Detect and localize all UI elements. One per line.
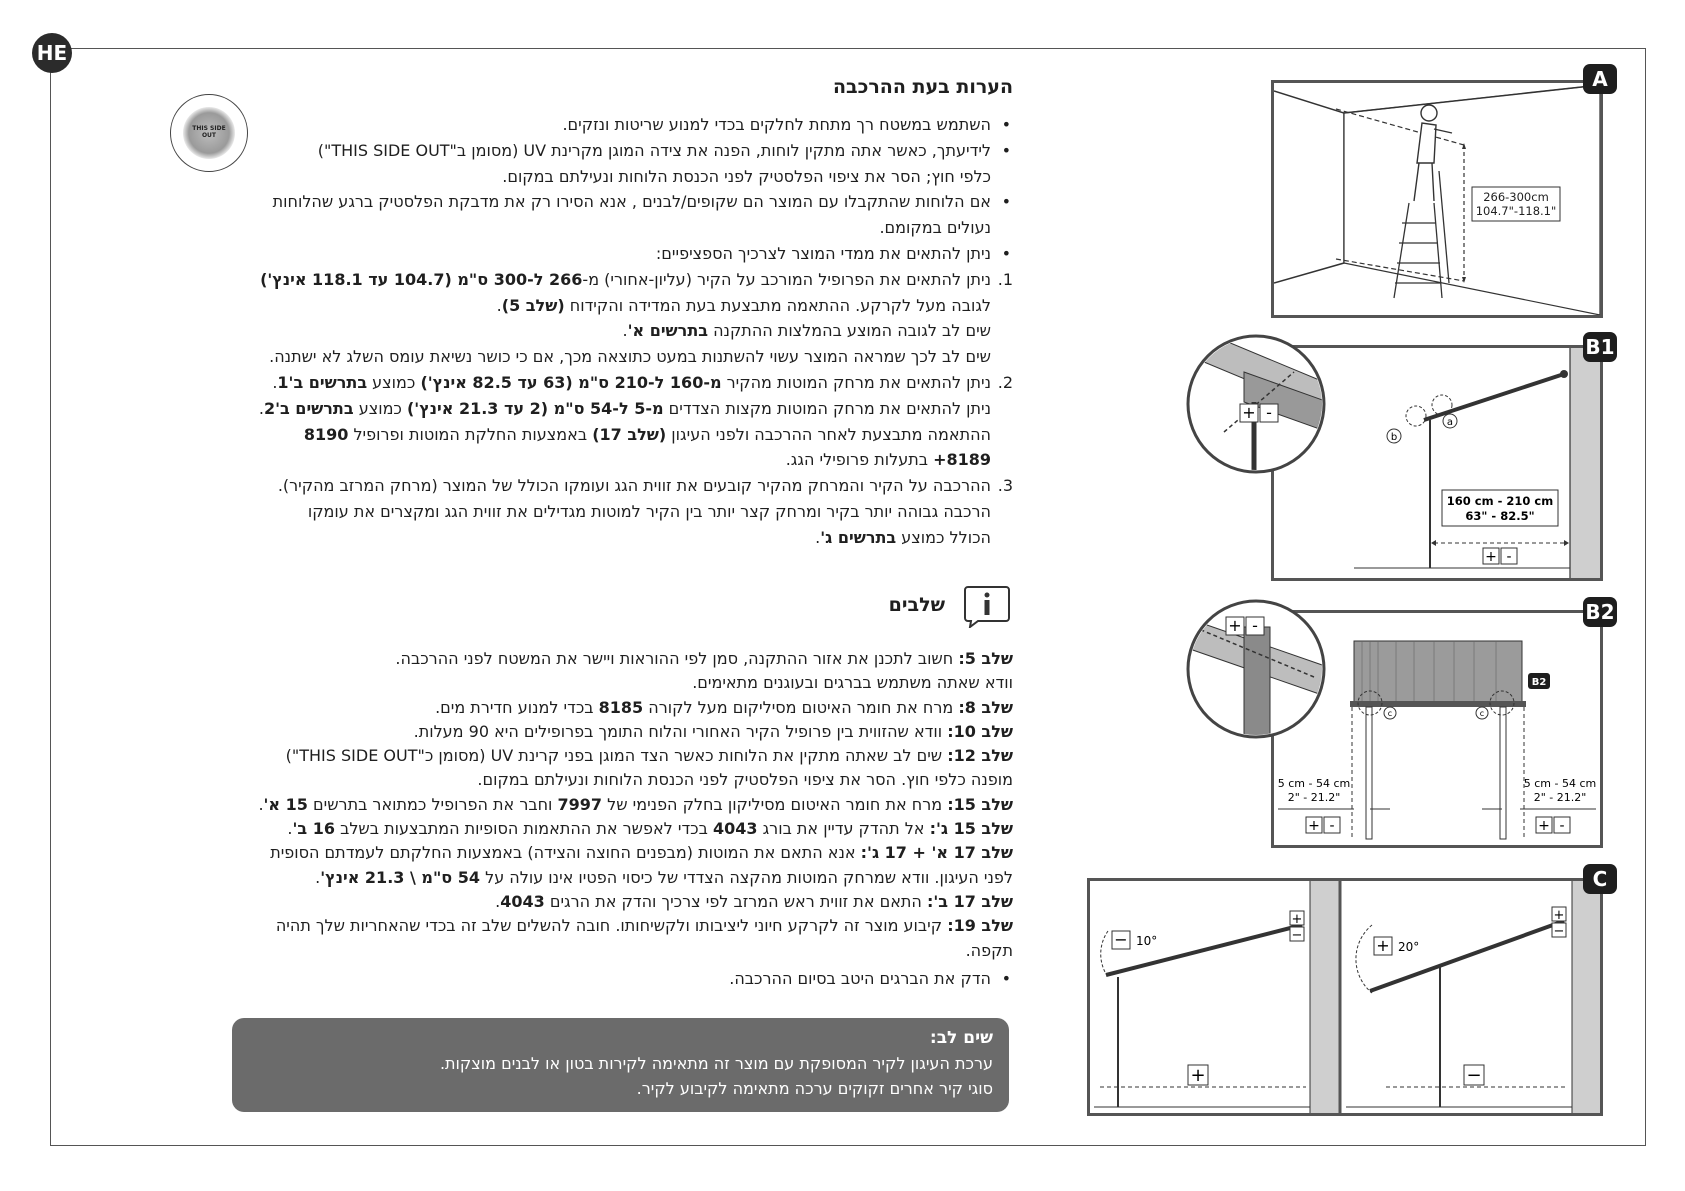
step-final-bullet: • הדק את הברגים היטב בסיום ההרכבה. [153,967,1013,991]
right-plus-small-icon: + [1553,908,1565,923]
step-line: תקפה. [965,940,1013,960]
info-icon [962,584,1012,628]
left-plus-icon: + [1291,912,1303,927]
dim-right-metric: 5 cm - 54 cm [1523,777,1597,790]
dim-height-metric: 266-300cm [1483,190,1549,204]
step-line: שלב 12: שים לב שאתה מתקין את הלוחות כאשר הצד המוגן בפני קרינת UV (מסומן כ"THIS SIDE OUT") [285,746,1013,766]
right-minus-icon: - [1559,818,1565,834]
steps-list [153,647,1013,991]
step-line: שלב 15 ג': אל תהדק עדיין את בורג 4043 בכדי לאפשר את ההתאמות הסופיות המתבצעות בשלב 16 ב'. [287,819,1013,839]
figure-b2-label: B2 [1583,597,1617,627]
mark-b: b [1390,432,1398,443]
zoom-plus-icon: + [1228,616,1242,635]
callout-title: שים לב: [929,1028,993,1048]
step-line: שלב 10: וודא שהזווית בין פרופיל הקיר האחורי והלוח התומך בפרופילים היא 90 מעלות. [413,721,1013,741]
note-item: נעולים במקומם. [879,218,991,238]
note-line: 8189+ בתעלות פרופילי הגג. [785,450,991,470]
right-plus-icon: + [1538,818,1550,834]
assembly-notes-list [173,112,1013,551]
angle-left: 10° [1136,934,1158,948]
note-line: הרכבה גבוהה יותר בקיר ומרחק קצר יותר בין הקיר למוטות מגדילים את זווית הגג ומקצרים את עומקו [307,501,991,521]
dim-left-metric: 5 cm - 54 cm [1277,777,1351,790]
numbered-note-1: 1. ניתן להתאים את הפרופיל המורכב על הקיר (עליון-אחורי) מ-266 ל-300 ס"מ (104.7 עד 118.1 אינץ') [260,269,1013,289]
note-item: • לידיעתך, כאשר אתה מתקין לוחות, הפנה את צידה המוגן מקרינת UV (מסומן ב"THIS SIDE OUT") [173,138,1013,164]
note-item: • ניתן להתאים את ממדי המוצר לצרכיך הספציפיים: [173,241,1013,267]
inner-b2-label: B2 [1531,677,1547,688]
figure-c-panel [1087,878,1603,1116]
zoom-plus-icon: + [1242,403,1256,422]
step-line: מופנה כלפי חוץ. הסר את ציפוי הפלסטיק לפני הכנסת הלוחות ונעילתם במקום. [477,770,1013,790]
depth-minus-icon: − [1466,1065,1482,1086]
step-line: שלב 15: מרח את חומר האיטום מסיליקון בחלק הפנימי של 7997 וחבר את הפרופיל כמתואר בתרשים 15 א'. [258,794,1013,814]
dim-height-imperial: 104.7"-118.1" [1475,204,1557,218]
left-plus-icon: + [1308,818,1320,834]
dim-right-imperial: 2" - 21.2" [1533,791,1587,804]
dim-left-imperial: 2" - 21.2" [1287,791,1341,804]
dim-distance-metric: 160 cm - 210 cm [1446,494,1554,508]
figure-a-panel [1271,80,1603,318]
left-minus-icon: - [1329,818,1335,834]
figure-c-drawing [1090,881,1600,1113]
mark-a: a [1446,417,1454,428]
anchoring-note-callout [232,1018,1009,1112]
steps-title: שלבים [888,594,945,616]
step-line: שלב 17 א' + 17 ג': אנא התאם את המוטות (מבפנים החוצה והצידה) באמצעות החלקתם לעמדתם הסופית [270,843,1013,863]
minus-icon: - [1506,549,1512,565]
figure-a-label: A [1583,64,1617,94]
note-line: לגובה מעל לקרקע. ההתאמה מתבצעת בעת המדידה והקידוח (שלב 5). [496,295,991,315]
step-line: שלב 5: חשוב לתכנן את אזור ההתקנה, סמן לפי ההוראות ויישר את המשטח לפני ההרכבה. [395,649,1013,668]
figure-c-label: C [1583,864,1617,894]
note-item: • השתמש במשטח רך מתחת לחלקים בכדי למנוע שריטות ונזקים. [173,112,1013,138]
depth-plus-icon: + [1190,1065,1206,1086]
step-line: שלב 17 ב': התאם את זווית ראש המרזב לפי צרכיך והדק את הרגים 4043. [495,891,1013,911]
callout-line: סוגי קיר אחרים זקוקים ערכה מתאימה לקיבוע לקיר. [636,1079,993,1098]
numbered-note-2: 2. ניתן להתאים את מרחק המוטות מהקיר מ-160 ל-210 ס"מ (63 עד 82.5 אינץ') כמוצע בתרשים ב'1. [272,372,1013,392]
note-item: כלפי חוץ; הסר את ציפוי הפלסטיק לפני הכנסת הלוחות ונעילתם במקום. [502,166,991,186]
step-line: לפני העיגון. וודא שמרחק המוטות מהקצה הצדדי של כיסוי הפטיו אינו עולה על 54 ס"מ \ 21.3 אינץ'. [315,867,1013,887]
mark-c-right: c [1479,709,1485,718]
note-line: שים לב לגובה המוצע בהמלצות ההתקנה בתרשים א'. [622,321,991,341]
mark-c-left: c [1387,709,1393,718]
zoom-minus-icon: - [1266,403,1272,422]
plus-icon: + [1485,549,1497,565]
left-minus-small-icon: − [1291,928,1303,943]
note-line: ההתאמה מתבצעת לאחר ההרכבה ולפני העיגון (שלב 17) באמצעות החלקת המוטות ופרופיל 8190 [303,424,991,444]
step-line: וודא שאתה משתמש בברגים ובעוגנים מתאימים. [692,673,1013,693]
language-badge: HE [32,33,72,73]
step-line: שלב 8: מרח את חומר האיטום מסיליקום מעל לקורה 8185 בכדי למנוע חדירת מים. [435,697,1013,717]
angle-right: 20° [1398,940,1420,954]
callout-line: ערכת העיגון לקיר המסופקת עם מוצר זה מתאימה לקירות בטון או לבנים מוצקות. [439,1054,993,1073]
figure-a-drawing [1274,83,1600,315]
uv-badge-text: THIS SIDE OUT [192,125,226,139]
right-minus-small-icon: − [1553,924,1565,939]
figure-b1-label: B1 [1583,332,1617,362]
right-plus-icon: + [1376,936,1390,955]
notes-title: הערות בעת ההרכבה [832,76,1013,98]
zoom-minus-icon: - [1252,616,1258,635]
note-item: • אם הלוחות שהתקבלו עם המוצר הם שקופים/לבנים , אנא הסירו רק את מדבקת הפלסטיק ברגע שהלוחות [173,189,1013,215]
step-line: שלב 19: קיבוע מוצר זה לקרקע חיוני ליציבותו ולקשיחותו. חובה להשלים שלב זה בכדי שהאחריות שלך תהיה [275,916,1013,936]
note-line: ניתן להתאים את מרחק המוטות מקצות הצדדים מ-5 ל-54 ס"מ (2 עד 21.3 אינץ') כמוצע בתרשים ב'2. [258,398,991,418]
figure-b2-detail-zoom [1184,597,1328,741]
figure-b1-detail-zoom [1184,332,1328,476]
note-line: שים לב לכך שמראה המוצר עשוי להשתנות במעט כתוצאה מכך, אם כי כושר נשיאת עומס השלג לא ישתנה. [269,347,991,367]
note-line: הכולל כמוצע בתרשים ג'. [815,527,991,547]
dim-distance-imperial: 63" - 82.5" [1465,509,1535,523]
left-minus-icon: − [1114,930,1128,949]
numbered-note-3: 3. ההרכבה על הקיר והמרחק מהקיר קובעים את זווית הגג ועומקו הכולל של המוצר (מרחק המרזב מהקיר). [277,476,1013,496]
